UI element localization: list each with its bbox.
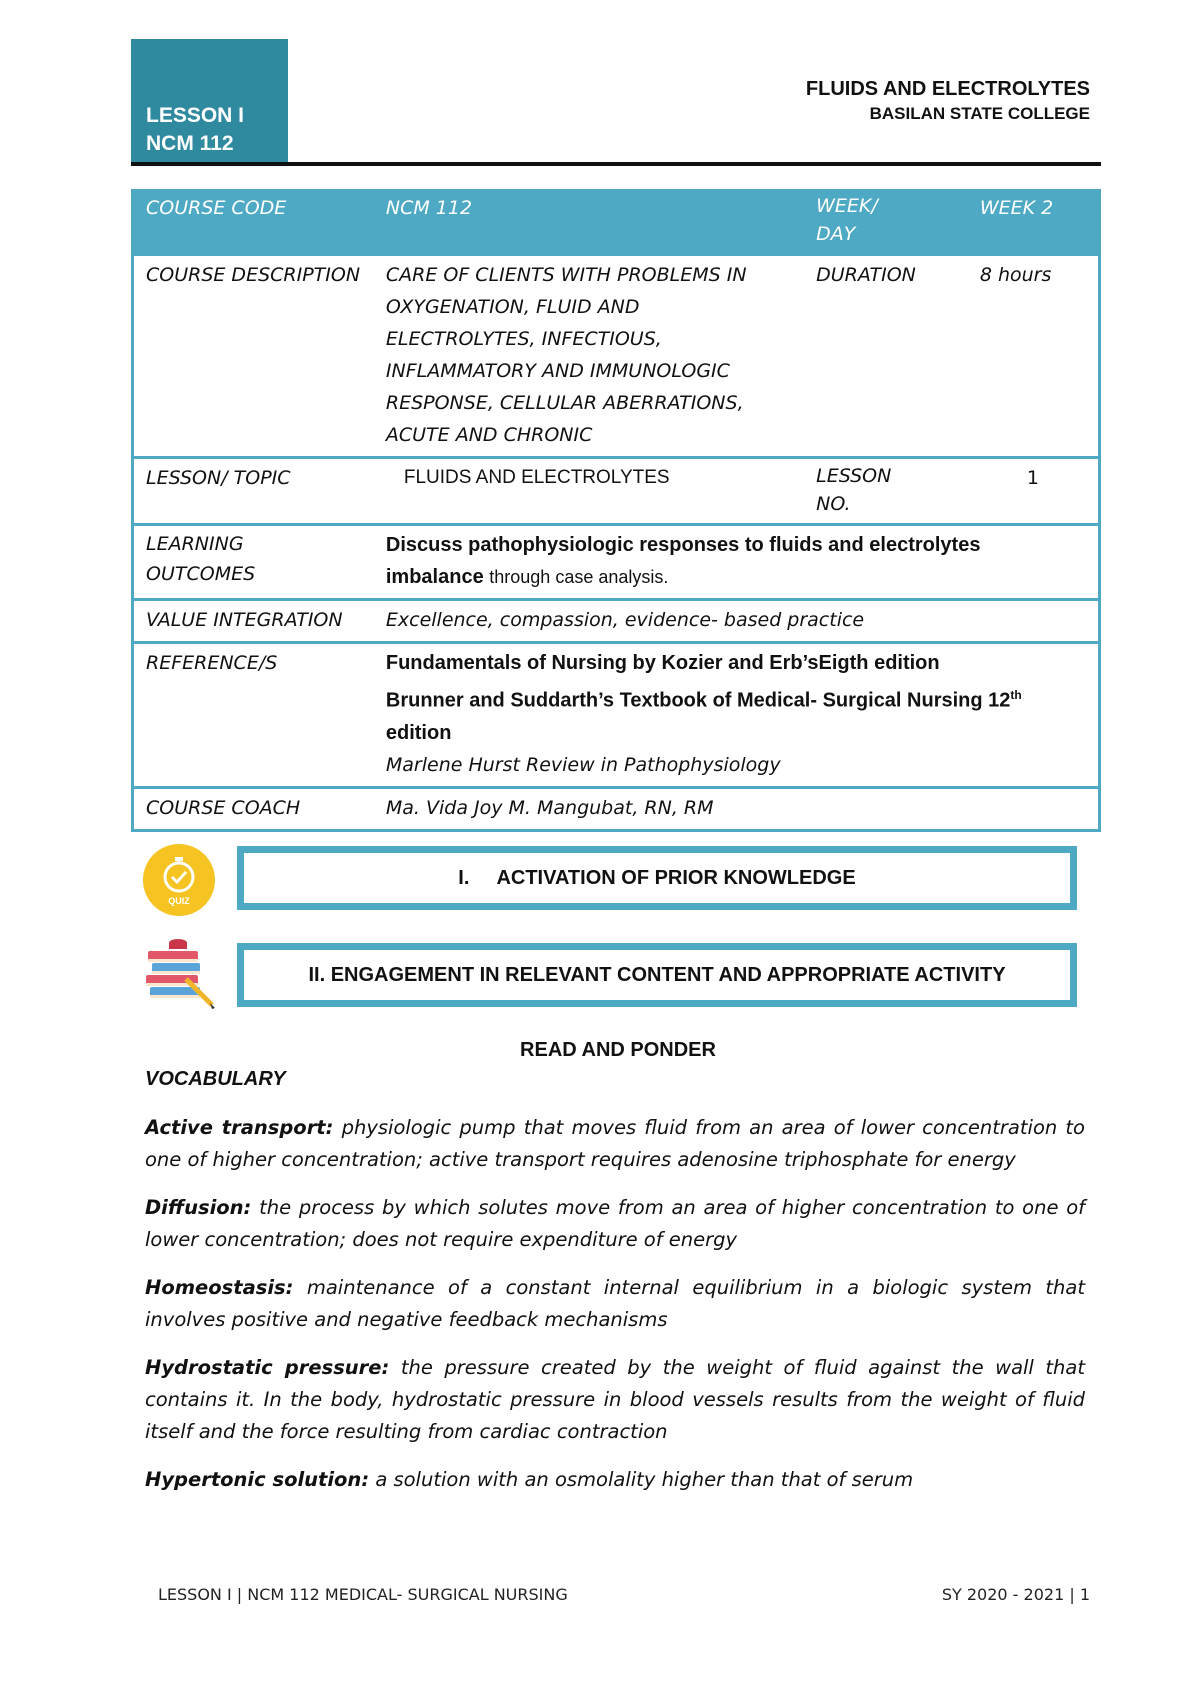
vocab-term: Hypertonic solution:	[145, 1468, 370, 1491]
list-item	[145, 1352, 1085, 1448]
vocab-definition: the process by which solutes move from an area of higher concentration to one of lower concentration; does not require expenditure of energy	[145, 1196, 1085, 1251]
reference-2	[386, 679, 1086, 717]
books-icon	[140, 935, 218, 1013]
document-title: FLUIDS AND ELECTROLYTES	[805, 78, 1090, 100]
table-row	[133, 643, 1100, 788]
table-row	[133, 255, 1100, 458]
table-row	[133, 787, 1100, 830]
week-day-value: WEEK 2	[968, 189, 1100, 255]
course-coach-value: Ma. Vida Joy M. Mangubat, RN, RM	[385, 796, 714, 819]
read-and-ponder-heading: READ AND PONDER	[520, 1039, 716, 1061]
outcomes-line2-plain: through case analysis.	[489, 567, 669, 587]
list-item	[145, 1464, 1085, 1496]
lesson-no-label-line1: LESSON	[816, 465, 892, 487]
vocab-definition: physiologic pump that moves fluid from an area of lower concentration to one of higher concentration; active transport requires adenosine triphosphate for energy	[145, 1116, 1085, 1171]
course-description-line: ACUTE AND CHRONIC	[385, 424, 593, 446]
outcomes-label	[133, 525, 374, 600]
lesson-badge-line1: LESSON I	[146, 104, 245, 127]
outcomes-line2-bold: imbalance	[385, 566, 490, 588]
section-engagement-content	[237, 943, 1077, 1007]
table-row	[133, 525, 1100, 600]
vocab-term: Active transport:	[145, 1116, 334, 1139]
table-row	[133, 189, 1100, 255]
week-day-label-line2: DAY	[816, 223, 856, 245]
section-engagement-title: II. ENGAGEMENT IN RELEVANT CONTENT AND APPROPRIATE ACTIVITY	[308, 963, 1006, 986]
reference-2-cont: edition	[385, 721, 452, 744]
lesson-no-value: 1	[1026, 467, 1039, 489]
course-code-value: NCM 112	[374, 189, 804, 255]
outcomes-line1: Discuss pathophysiologic responses to fluids and electrolytes	[385, 534, 981, 556]
vocab-term: Homeostasis:	[145, 1276, 294, 1299]
duration-value: 8 hours	[979, 264, 1052, 286]
table-row	[133, 600, 1100, 643]
course-code-label: COURSE CODE	[133, 189, 374, 255]
outcomes-label-line1: LEARNING	[146, 533, 244, 555]
reference-3: Marlene Hurst Review in Pathophysiology	[385, 753, 781, 776]
lesson-badge-line2: NCM 112	[146, 132, 234, 155]
footer-course-info: LESSON I | NCM 112 MEDICAL- SURGICAL NURSING	[158, 1585, 568, 1604]
course-description-line: CARE OF CLIENTS WITH PROBLEMS IN	[385, 264, 747, 286]
quiz-stopwatch-icon	[143, 844, 215, 916]
quiz-icon-label: QUIZ	[168, 896, 190, 906]
header-divider	[131, 162, 1101, 166]
list-item	[145, 1272, 1085, 1336]
references-value	[374, 643, 1100, 788]
week-day-label	[804, 189, 968, 255]
list-item	[145, 1192, 1085, 1256]
footer-page-info: SY 2020 - 2021 | 1	[941, 1585, 1090, 1604]
duration-label: DURATION	[816, 264, 916, 286]
lesson-no-label	[804, 458, 968, 525]
reference-1: Fundamentals of Nursing by Kozier and Erb’sEigth edition	[385, 652, 940, 674]
course-description-line: RESPONSE, CELLULAR ABERRATIONS,	[385, 392, 744, 414]
school-name: BASILAN STATE COLLEGE	[869, 104, 1090, 123]
outcomes-label-line2: OUTCOMES	[146, 563, 256, 585]
lesson-badge	[131, 39, 288, 162]
topic-label: LESSON/ TOPIC	[146, 467, 291, 489]
vocabulary-list	[145, 1112, 1085, 1512]
document-header	[806, 76, 1090, 126]
vocab-definition: a solution with an osmolality higher than that of serum	[369, 1468, 914, 1491]
course-description-label: COURSE DESCRIPTION	[146, 264, 361, 286]
section-activation-prior-knowledge	[237, 846, 1077, 910]
section-activation-title: I. ACTIVATION OF PRIOR KNOWLEDGE	[458, 866, 856, 889]
vocabulary-heading: VOCABULARY	[145, 1068, 286, 1090]
course-coach-label: COURSE COACH	[146, 796, 301, 819]
course-description-value	[374, 255, 804, 458]
vocab-term: Hydrostatic pressure:	[145, 1356, 390, 1379]
outcomes-value	[374, 525, 1100, 600]
reference-2-sup: th	[1010, 688, 1022, 702]
topic-value: FLUIDS AND ELECTROLYTES	[403, 467, 670, 488]
value-integration-label: VALUE INTEGRATION	[146, 609, 343, 631]
value-integration-value: Excellence, compassion, evidence- based practice	[385, 609, 865, 631]
course-description-line: ELECTROLYTES, INFECTIOUS,	[385, 328, 662, 350]
vocab-term: Diffusion:	[145, 1196, 252, 1219]
course-description-line: OXYGENATION, FLUID AND	[385, 296, 640, 318]
list-item	[145, 1112, 1085, 1176]
course-description-line: INFLAMMATORY AND IMMUNOLOGIC	[385, 360, 730, 382]
lesson-no-label-line2: NO.	[816, 493, 851, 515]
references-label: REFERENCE/S	[146, 652, 278, 674]
vocab-definition: maintenance of a constant internal equilibrium in a biologic system that involves positive and negative feedback mechanisms	[145, 1276, 1085, 1331]
vocab-definition: the pressure created by the weight of fluid against the wall that contains it. In the body, hydrostatic pressure in blood vessels results from the weight of fluid itself and the force resulting from cardiac contraction	[145, 1356, 1085, 1443]
week-day-label-line1: WEEK/	[816, 195, 878, 217]
table-row	[133, 458, 1100, 525]
reference-2-text: Brunner and Suddarth’s Textbook of Medical- Surgical Nursing 12	[385, 689, 1011, 712]
course-info-table	[131, 189, 1101, 832]
